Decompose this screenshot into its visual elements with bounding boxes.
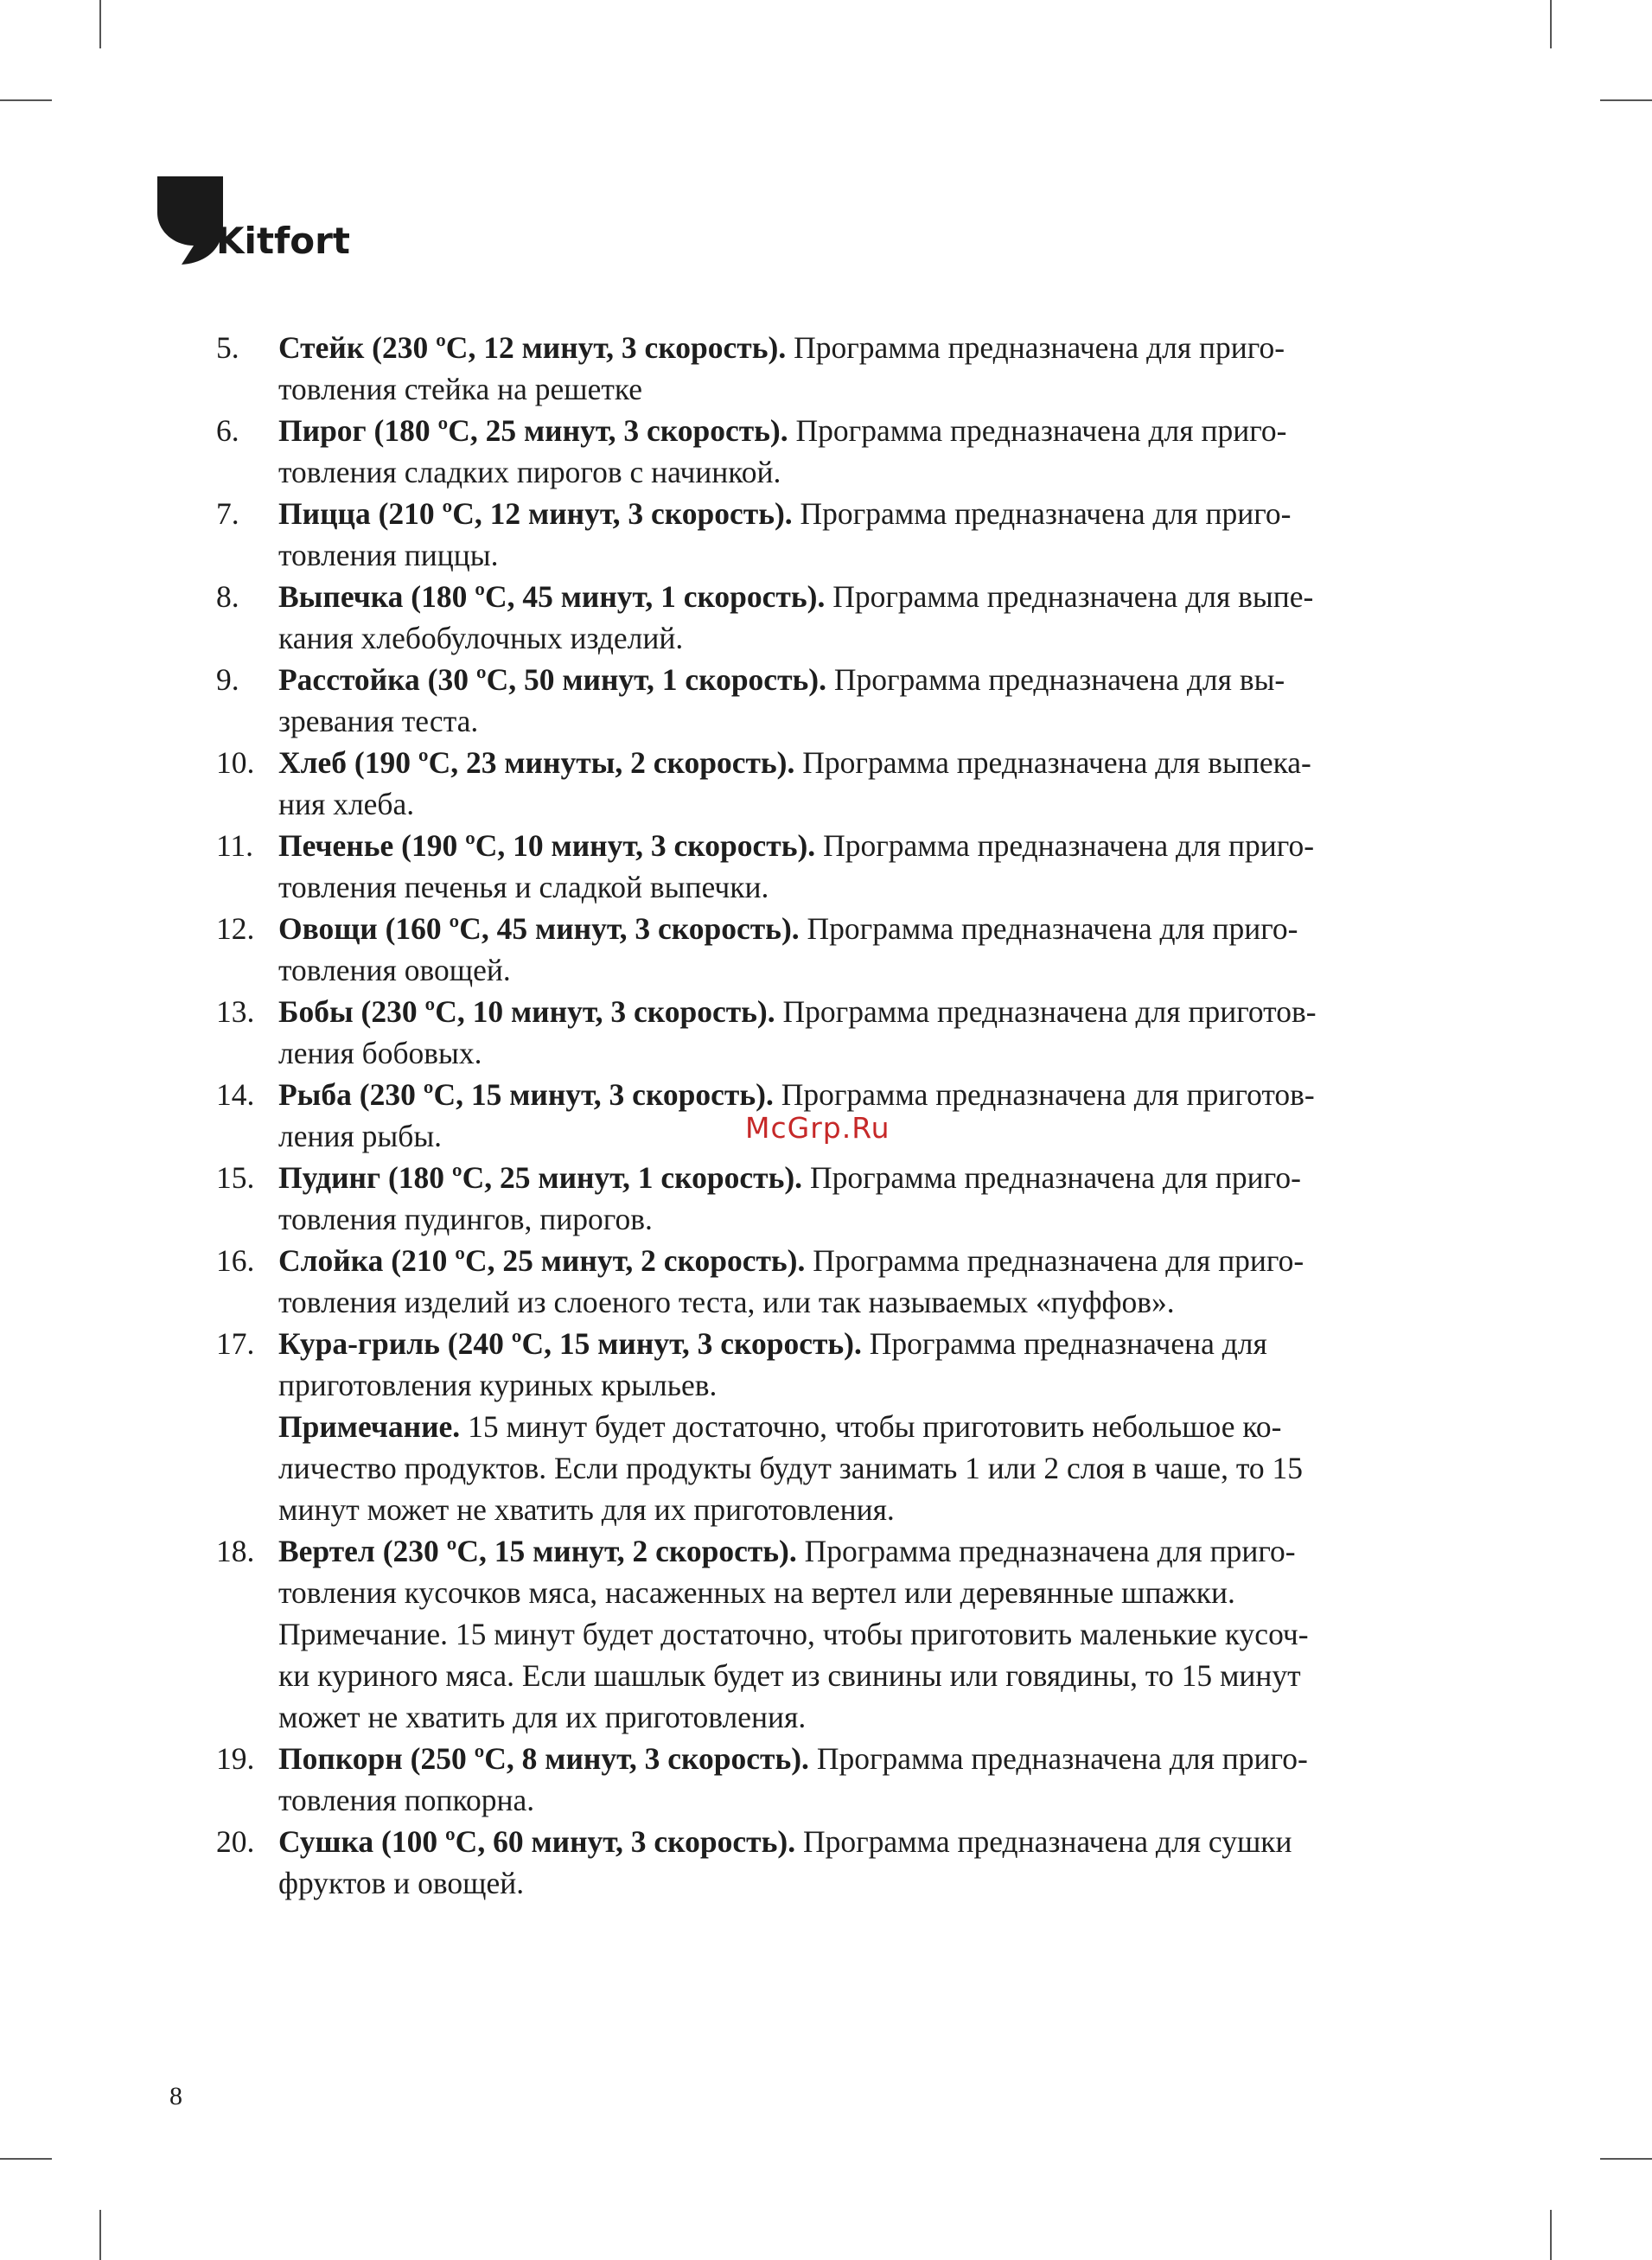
list-item-text — [278, 576, 1452, 659]
list-item-number: 7. — [216, 496, 239, 531]
program-description-line: Программа предназначена для приго- — [794, 330, 1285, 365]
list-item-number: 18. — [216, 1534, 255, 1568]
program-description-line: Программа предназначена для сушки — [802, 1824, 1292, 1859]
program-title: Хлеб (190 ºC, 23 минуты, 2 скорость). — [278, 745, 795, 780]
program-title: Бобы (230 ºC, 10 минут, 3 скорость). — [278, 994, 775, 1029]
crop-mark-top-right — [1550, 0, 1552, 48]
program-title: Расстойка (30 ºC, 50 минут, 1 скорость). — [278, 662, 826, 697]
program-description-line: товления кусочков мяса, насаженных на вертел или деревянные шпажки. — [278, 1575, 1235, 1610]
list-item-number: 15. — [216, 1160, 255, 1195]
list-item — [216, 908, 1452, 991]
program-title: Стейк (230 ºC, 12 минут, 3 скорость). — [278, 330, 787, 365]
brand-logo — [156, 173, 363, 268]
list-item-text — [278, 1240, 1452, 1323]
program-description-line: Программа предназначена для приго- — [807, 911, 1298, 946]
program-title: Вертел (230 ºC, 15 минут, 2 скорость). — [278, 1534, 797, 1568]
program-description-line: Программа предназначена для приго- — [804, 1534, 1296, 1568]
list-item-text — [278, 327, 1452, 410]
watermark: McGrp.Ru — [745, 1111, 890, 1145]
list-item-text — [278, 493, 1452, 576]
list-item — [216, 1323, 1452, 1530]
list-item-text — [278, 659, 1452, 742]
list-item-number: 9. — [216, 662, 239, 697]
kitfort-logo-mark-icon — [156, 173, 225, 268]
program-description-line: Программа предназначена для приго- — [800, 496, 1292, 531]
program-description-line: приготовления куриных крыльев. — [278, 1368, 718, 1402]
list-item-text — [278, 410, 1452, 493]
list-item-number: 19. — [216, 1741, 255, 1776]
list-item — [216, 825, 1452, 908]
note-line: 15 минут будет достаточно, чтобы приготовить небольшое ко- — [468, 1409, 1282, 1444]
program-description-line: зревания теста. — [278, 704, 479, 738]
program-description-line: товления пудингов, пирогов. — [278, 1202, 653, 1236]
program-description-line: может не хватить для их приготовления. — [278, 1700, 807, 1734]
program-description-line: ления бобовых. — [278, 1036, 482, 1070]
program-description-line: товления изделий из слоеного теста, или так называемых «пуффов». — [278, 1285, 1175, 1319]
list-item-number: 8. — [216, 579, 239, 614]
program-description-line: Программа предназначена для выпека- — [802, 745, 1311, 780]
program-description-line: товления овощей. — [278, 953, 511, 987]
program-title: Кура-гриль (240 ºC, 15 минут, 3 скорость). — [278, 1326, 862, 1361]
program-description-line: товления стейка на решетке — [278, 372, 642, 406]
note-line: минут может не хватить для их приготовления. — [278, 1492, 895, 1527]
program-description-line: ления рыбы. — [278, 1119, 443, 1153]
program-description-line: Программа предназначена для выпе- — [832, 579, 1314, 614]
list-item — [216, 1738, 1452, 1821]
crop-mark-left-bottom — [0, 2158, 52, 2160]
list-item-number: 11. — [216, 828, 254, 863]
list-item-number: 6. — [216, 413, 239, 448]
program-title: Слойка (210 ºC, 25 минут, 2 скорость). — [278, 1243, 806, 1278]
program-title: Печенье (190 ºC, 10 минут, 3 скорость). — [278, 828, 816, 863]
program-description-line: фруктов и овощей. — [278, 1866, 525, 1900]
program-title: Выпечка (180 ºC, 45 минут, 1 скорость). — [278, 579, 826, 614]
crop-mark-bottom-left — [99, 2210, 101, 2260]
list-item-number: 5. — [216, 330, 239, 365]
list-item-text — [278, 908, 1452, 991]
program-title: Попкорн (250 ºC, 8 минут, 3 скорость). — [278, 1741, 809, 1776]
list-item — [216, 659, 1452, 742]
list-item-text — [278, 1821, 1452, 1904]
program-title: Пирог (180 ºC, 25 минут, 3 скорость). — [278, 413, 788, 448]
program-description-line: Программа предназначена для приго- — [809, 1160, 1301, 1195]
list-item-number: 10. — [216, 745, 255, 780]
list-item-number: 20. — [216, 1824, 255, 1859]
program-title: Пицца (210 ºC, 12 минут, 3 скорость). — [278, 496, 793, 531]
list-item — [216, 1530, 1452, 1738]
crop-mark-bottom-right — [1550, 2210, 1552, 2260]
list-item-text — [278, 742, 1452, 825]
program-description-line: товления пиццы. — [278, 538, 499, 572]
program-description-line: товления печенья и сладкой выпечки. — [278, 870, 769, 904]
list-item-text — [278, 1530, 1452, 1738]
list-item — [216, 1240, 1452, 1323]
brand-name: Kitfort — [216, 220, 350, 262]
list-item-text — [278, 1157, 1452, 1240]
crop-mark-left-top — [0, 99, 52, 101]
list-item-number: 14. — [216, 1077, 255, 1112]
program-title: Сушка (100 ºC, 60 минут, 3 скорость). — [278, 1824, 796, 1859]
program-description-line: товления попкорна. — [278, 1783, 535, 1817]
list-item-number: 17. — [216, 1326, 255, 1361]
list-item — [216, 410, 1452, 493]
list-item-number: 13. — [216, 994, 255, 1029]
program-description-line: ния хлеба. — [278, 787, 415, 821]
program-description-line: товления сладких пирогов с начинкой. — [278, 455, 781, 489]
program-description-line: Программа предназначена для вы- — [833, 662, 1285, 697]
note-label: Примечание. — [278, 1409, 461, 1444]
list-item-text — [278, 1323, 1452, 1530]
crop-mark-top-left — [99, 0, 101, 48]
program-title: Рыба (230 ºC, 15 минут, 3 скорость). — [278, 1077, 774, 1112]
program-description-line: Программа предназначена для приго- — [795, 413, 1287, 448]
list-item-number: 12. — [216, 911, 255, 946]
program-description-line: ки куриного мяса. Если шашлык будет из свинины или говядины, то 15 минут — [278, 1658, 1301, 1693]
program-description-line: Программа предназначена для — [869, 1326, 1267, 1361]
crop-mark-right-bottom — [1600, 2158, 1652, 2160]
program-description-line: Программа предназначена для приго- — [816, 1741, 1308, 1776]
list-item-text — [278, 1738, 1452, 1821]
list-item — [216, 1157, 1452, 1240]
crop-mark-right-top — [1600, 99, 1652, 101]
program-description-line: Примечание. 15 минут будет достаточно, чтобы приготовить маленькие кусоч- — [278, 1617, 1309, 1651]
list-item — [216, 327, 1452, 410]
list-item — [216, 493, 1452, 576]
list-item-text — [278, 991, 1452, 1074]
page-number: 8 — [169, 2082, 182, 2110]
list-item — [216, 742, 1452, 825]
list-item — [216, 991, 1452, 1074]
list-item-text — [278, 825, 1452, 908]
program-description-line: Программа предназначена для приго- — [813, 1243, 1304, 1278]
list-item-number: 16. — [216, 1243, 255, 1278]
program-description-line: кания хлебобулочных изделий. — [278, 621, 684, 655]
program-title: Овощи (160 ºC, 45 минут, 3 скорость). — [278, 911, 800, 946]
program-description-line: Программа предназначена для приго- — [823, 828, 1315, 863]
list-item — [216, 1821, 1452, 1904]
program-description-line: Программа предназначена для приготов- — [782, 994, 1317, 1029]
note-line: личество продуктов. Если продукты будут занимать 1 или 2 слоя в чаше, то 15 — [278, 1451, 1304, 1485]
list-item — [216, 576, 1452, 659]
program-description-line: Программа предназначена для приготов- — [781, 1077, 1315, 1112]
program-title: Пудинг (180 ºC, 25 минут, 1 скорость). — [278, 1160, 803, 1195]
